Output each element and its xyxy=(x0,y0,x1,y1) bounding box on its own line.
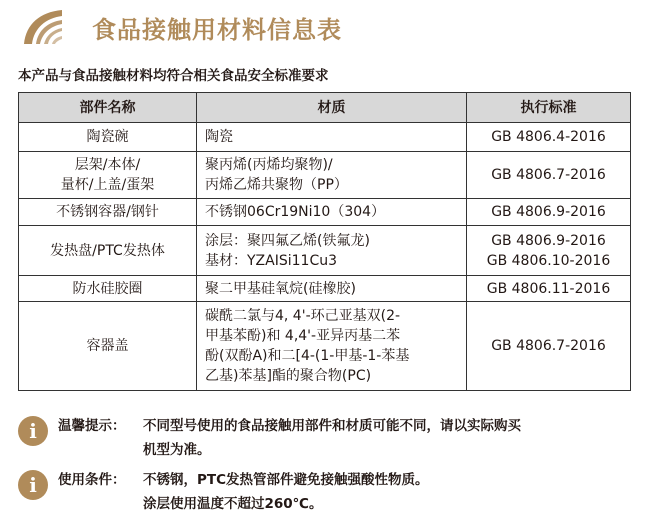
note-tip-label: 温馨提示： xyxy=(58,418,126,434)
table-row xyxy=(19,199,631,226)
note-tip-text: 不同型号使用的食品接触用部件和材质可能不同，请以实际购买 机型为准。 xyxy=(143,418,521,458)
table-row xyxy=(19,276,631,302)
cell-standard: GB 4806.9-2016 xyxy=(467,199,631,226)
cell-material: 聚丙烯(丙烯均聚物)/ 丙烯乙烯共聚物（PP） xyxy=(197,152,467,199)
cell-part: 发热盘/PTC发热体 xyxy=(19,226,197,276)
column-header-standard: 执行标准 xyxy=(467,93,631,123)
table-row xyxy=(19,302,631,391)
cell-standard: GB 4806.7-2016 xyxy=(467,152,631,199)
table-row xyxy=(19,123,631,152)
page-title: 食品接触用材料信息表 xyxy=(92,16,342,44)
materials-table xyxy=(18,92,631,391)
info-icon: i xyxy=(18,416,48,446)
brand-logo-icon xyxy=(22,8,68,46)
cell-part: 容器盖 xyxy=(19,302,197,391)
cell-standard: GB 4806.9-2016 GB 4806.10-2016 xyxy=(467,226,631,276)
cell-material: 碳酰二氯与4, 4'-环己亚基双(2- 甲基苯酚)和 4,4'-亚异丙基二苯 酚(双酚A)和二[4-(1-甲基-1-苯基 乙基)苯基]酯的聚合物(PC) xyxy=(197,302,467,391)
table-header-row xyxy=(19,93,631,123)
cell-material: 聚二甲基硅氧烷(硅橡胶) xyxy=(197,276,467,302)
cell-standard: GB 4806.7-2016 xyxy=(467,302,631,391)
note-conditions-text: 不锈钢，PTC发热管部件避免接触强酸性物质。 涂层使用温度不超过260℃。 xyxy=(143,472,429,512)
table-row xyxy=(19,152,631,199)
note-conditions-label: 使用条件： xyxy=(58,472,126,488)
cell-standard: GB 4806.11-2016 xyxy=(467,276,631,302)
column-header-part: 部件名称 xyxy=(19,93,197,123)
cell-material: 涂层：聚四氟乙烯(铁氟龙) 基材：YZAISi11Cu3 xyxy=(197,226,467,276)
cell-part: 防水硅胶圈 xyxy=(19,276,197,302)
cell-part: 不锈钢容器/钢针 xyxy=(19,199,197,226)
info-icon: i xyxy=(18,470,48,500)
table-row xyxy=(19,226,631,276)
page-subtitle: 本产品与食品接触材料均符合相关食品安全标准要求 xyxy=(18,68,329,84)
cell-standard: GB 4806.4-2016 xyxy=(467,123,631,152)
cell-material: 不锈钢06Cr19Ni10（304） xyxy=(197,199,467,226)
cell-part: 层架/本体/ 量杯/上盖/蛋架 xyxy=(19,152,197,199)
cell-part: 陶瓷碗 xyxy=(19,123,197,152)
cell-material: 陶瓷 xyxy=(197,123,467,152)
column-header-material: 材质 xyxy=(197,93,467,123)
